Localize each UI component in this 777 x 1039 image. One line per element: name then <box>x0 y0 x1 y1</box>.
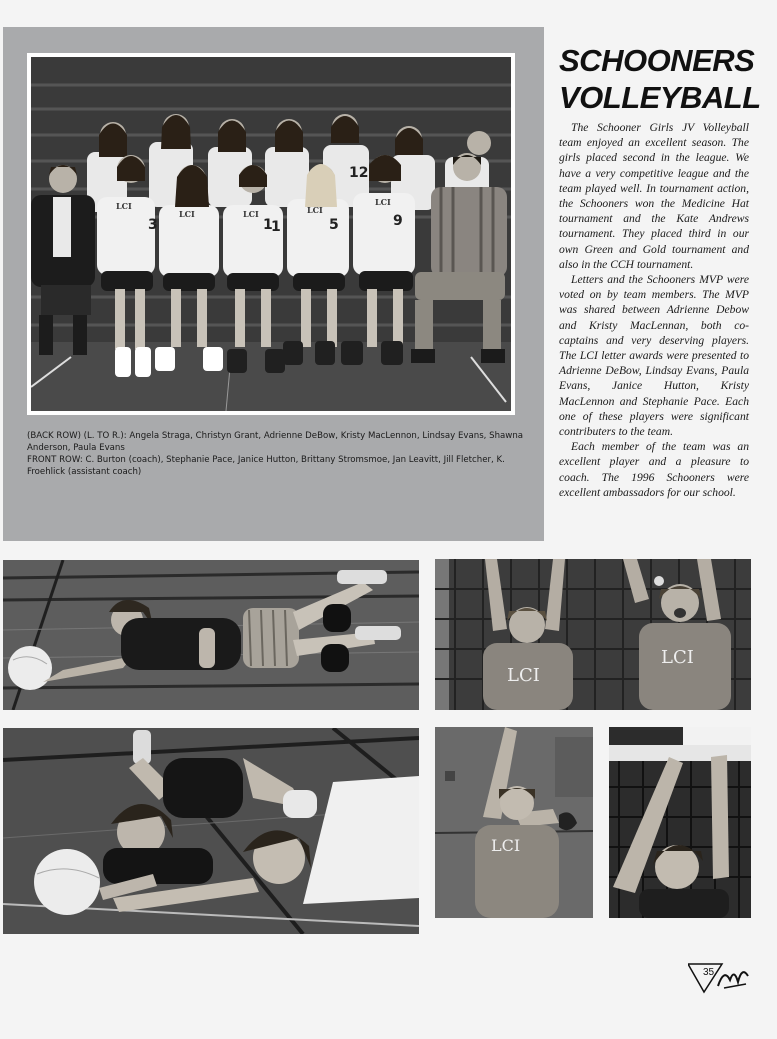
shirt-logo: LCI <box>307 205 323 215</box>
story-paragraph-3: Each member of the team was an excellent player and a pleasure to coach. The 1996 Schooners were excellent ambassadors for our school. <box>559 440 749 499</box>
page-folio-logo <box>688 962 752 994</box>
caption-back-row: (BACK ROW) (L. TO R.): Angela Straga, Christyn Grant, Adrienne DeBow, Kristy MacLennon, Lindsay Evans, Shawna Anderson, Paula Evans <box>27 431 524 453</box>
story-text <box>559 120 749 500</box>
team-photo <box>31 57 511 411</box>
action-photo-double-dive <box>3 728 419 934</box>
action-photo-net-block <box>435 559 751 710</box>
story-paragraph-2: Letters and the Schooners MVP were voted on by team members. The MVP was shared between Adrienne Debow and Kristy MacLennan, both co-captains and very deserving players. The LCI letter awards were presented to Adrienne DeBow, Lindsay Evans, Paula Evans, Janice Hutton, Kristy MacLennon and Stephanie Pace. Each one of these players were significant contributers to the team. <box>559 273 749 439</box>
shirt-logo: LCI <box>491 836 521 855</box>
story-paragraph-1: The Schooner Girls JV Volleyball team enjoyed an excellent season. The girls placed second in the league. We have a very competitive league and the team played well. In tournament action, the Schooners won the Medicine Hat tournament and the Kate Andrews tournament. They placed third in our own Green and Gold tournament and also in the CCH tournament. <box>559 121 749 271</box>
photo-caption <box>27 430 527 478</box>
action-photo-set <box>435 727 593 918</box>
action-photo-dive <box>3 560 419 710</box>
shirt-logo: LCI <box>661 647 694 668</box>
caption-front-row: FRONT ROW: C. Burton (coach), Stephanie Pace, Janice Hutton, Brittany Stromsmoe, Jan Leavitt, Jill Fletcher, K. Froehlick (assistant coach) <box>27 455 505 477</box>
jersey-number-2: 1 <box>263 217 273 233</box>
action-photo-block-right <box>609 727 751 918</box>
page-title <box>559 42 769 116</box>
shirt-logo: LCI <box>179 209 195 219</box>
page-number: 35 <box>703 967 715 978</box>
jersey-number-4: 1 <box>271 219 281 235</box>
title-line-2: VOLLEYBALL <box>559 80 761 115</box>
jersey-number-5: 5 <box>329 217 339 233</box>
shirt-logo: LCI <box>116 201 132 211</box>
jersey-number-6: 9 <box>393 213 403 229</box>
jersey-number-3: 12 <box>349 165 369 181</box>
shirt-logo: LCI <box>243 209 259 219</box>
shirt-logo: LCI <box>507 665 540 686</box>
jersey-number-1: 3 <box>148 217 158 233</box>
shirt-logo: LCI <box>375 197 391 207</box>
title-line-1: SCHOONERS <box>559 43 755 78</box>
